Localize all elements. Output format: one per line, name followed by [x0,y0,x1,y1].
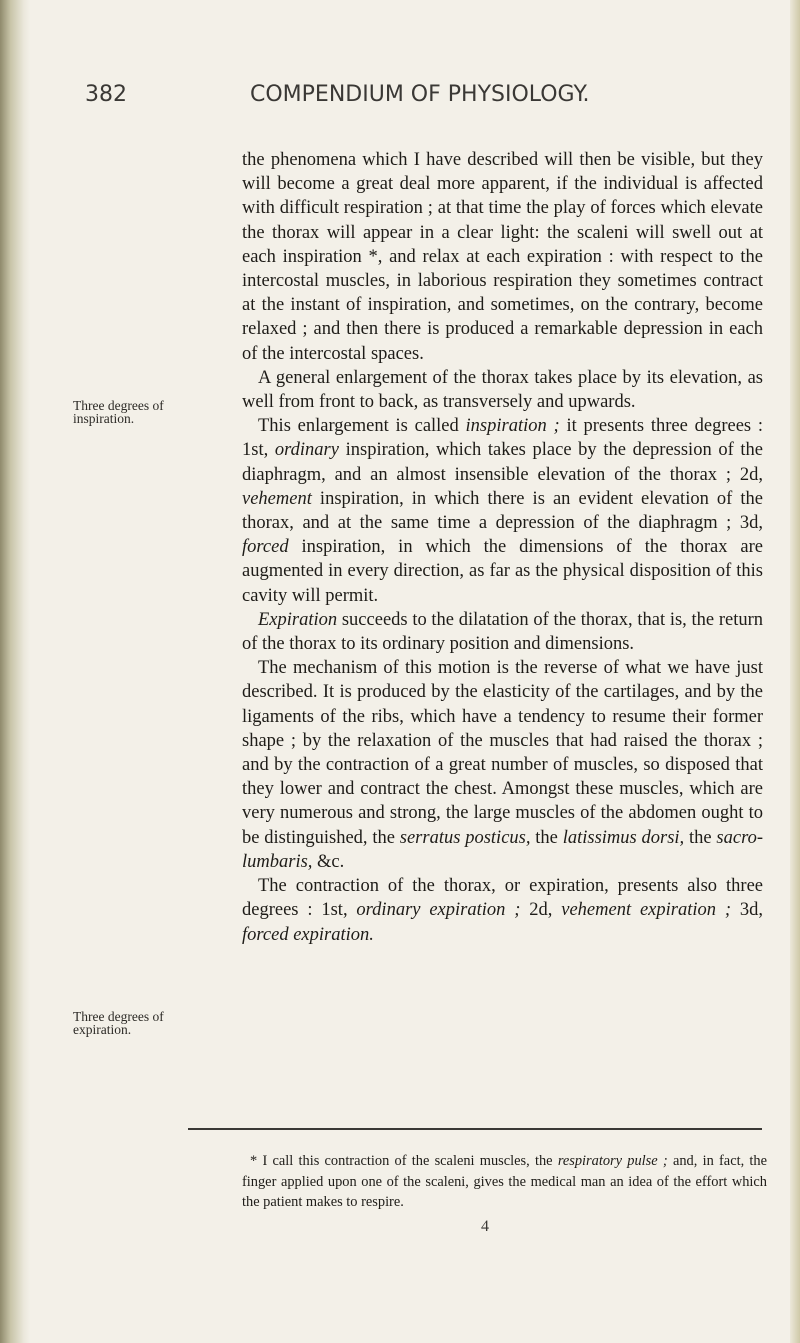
signature-mark: 4 [481,1218,489,1235]
margin-note-inspiration: Three degrees of inspiration. [73,398,164,426]
footnote: * I call this contraction of the scaleni muscles, the respiratory pulse ; and, in fact, the finger applied upon one of the scaleni, gives the medical man an idea of the effort which the patient makes to respire. [242,1153,767,1210]
paragraph-expiration-degrees: The contraction of the thorax, or expiration, presents also three degrees : 1st, ordinary expiration ; 2d, vehement expiration ; 3d, forced expiration. [242,876,763,945]
page-edge [790,0,800,1343]
paragraph-inspiration-degrees: This enlargement is called inspiration ; it presents three degrees : 1st, ordinary inspiration, which takes place by the depression of the diaphragm, and an almost insensible elevation of the thorax ; 2d, vehement inspiration, in which there is an evident elevation of the thorax, and at the same time a depression of the diaphragm ; 3d, forced inspiration, in which the dimensions of the thorax are augmented in every direction, as far as the physical disposition of this cavity will permit. [242,416,764,606]
body-text [242,148,763,947]
paragraph-mechanism: The mechanism of this motion is the reverse of what we have just described. It is produced by the elasticity of the cartilages, and by the ligaments of the ribs, which have a tendency to resume their former shape ; by the relaxation of the muscles that had raised the thorax ; and by the contraction of a great number of muscles, so disposed that they lower and contract the chest. Amongst these muscles, which are very numerous and strong, the large muscles of the abdomen ought to be distinguished, the serratus posticus, the latissimus dorsi, the sacro-lumbaris, &c. [242,658,763,872]
footnote-rule [188,1128,762,1130]
running-title: COMPENDIUM OF PHYSIOLOGY. [250,82,590,107]
paragraph-expiration: Expiration succeeds to the dilatation of the thorax, that is, the return of the thorax to its ordinary position and dimensions. [242,609,763,655]
paragraph-continuation: the phenomena which I have described will then be visible, but they will become a great deal more apparent, if the individual is affected with difficult respiration ; at that time the play of forces which elevate the thorax will appear in a clear light: the scaleni will swell out at each inspiration *, and relax at each expiration : with respect to the intercostal muscles, in laborious respiration they sometimes contract at the instant of inspiration, and sometimes, on the contrary, become relaxed ; and then there is produced a remarkable depression in each of the intercostal spaces. [242,150,763,364]
page-number: 382 [85,82,127,107]
margin-note-expiration: Three degrees of expiration. [73,1009,164,1037]
book-binding-edge [0,0,30,1343]
paragraph-thorax-enlargement: A general enlargement of the thorax takes place by its elevation, as well from front to back, as transversely and upwards. [242,367,763,413]
